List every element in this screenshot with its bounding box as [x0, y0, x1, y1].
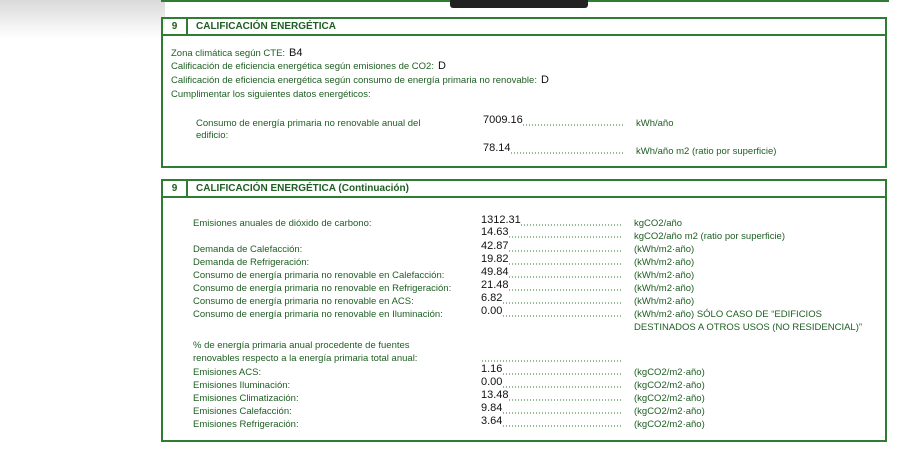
emision-unit: (kgCO2/m2·año)	[634, 367, 705, 378]
calificacion-consumo-value: D	[540, 74, 549, 86]
section-header	[163, 181, 885, 198]
section-header	[163, 19, 885, 36]
section-title: CALIFICACIÓN ENERGÉTICA	[196, 21, 336, 32]
row-value: 42.87	[481, 241, 621, 252]
renovable-value	[481, 351, 621, 362]
consumo-value: 7009.16	[483, 115, 623, 126]
section-calificacion-continuacion	[161, 179, 887, 442]
emision-unit: (kgCO2/m2·año)	[634, 406, 705, 417]
row-label: Consumo de energía primaria no renovable en ACS:	[193, 296, 414, 307]
calificacion-emisiones-line	[171, 61, 446, 72]
row-value: 6.82	[481, 293, 621, 304]
zona-climatica-line	[171, 48, 303, 59]
emision-unit: (kgCO2/m2·año)	[634, 419, 705, 430]
calificacion-emisiones-value: D	[437, 60, 446, 72]
renovable-label-line1: % de energía primaria anual procedente de fuentes	[193, 340, 410, 351]
row-value: 0.00	[481, 306, 621, 317]
instructions-line	[171, 89, 371, 100]
emision-label: Emisiones Climatización:	[193, 393, 299, 404]
top-fade	[0, 0, 165, 40]
emision-value: 9.84	[481, 403, 621, 414]
row-unit-continuation: DESTINADOS A OTROS USOS (NO RESIDENCIAL)”	[634, 322, 863, 333]
row-unit: kgCO2/año m2 (ratio por superficie)	[634, 231, 786, 242]
section-title: CALIFICACIÓN ENERGÉTICA (Continuación)	[196, 183, 409, 194]
emision-label: Emisiones Iluminación:	[193, 380, 291, 391]
row-label: Emisiones anuales de dióxido de carbono:	[193, 218, 372, 229]
emision-value: 1.16	[481, 364, 621, 375]
row-unit: (kWh/m2·año)	[634, 270, 695, 281]
zona-climatica-value: B4	[289, 47, 303, 59]
row-unit: kgCO2/año	[634, 218, 683, 229]
section-number: 9	[163, 181, 188, 196]
row-unit: (kWh/m2·año)	[634, 296, 695, 307]
row-unit: (kWh/m2·año)	[634, 283, 695, 294]
row-label: Consumo de energía primaria no renovable en Calefacción:	[193, 270, 445, 281]
row-value: 19.82	[481, 254, 621, 265]
emision-unit: (kgCO2/m2·año)	[634, 380, 705, 391]
instructions-label: Cumplimentar los siguientes datos energéticos:	[171, 89, 371, 100]
scroll-tab	[450, 0, 588, 8]
emision-label: Emisiones ACS:	[193, 367, 262, 378]
renovable-label-line2: renovables respecto a la energía primaria total anual:	[193, 353, 418, 364]
consumo-label-line2: edificio:	[196, 130, 229, 141]
calificacion-consumo-label: Calificación de eficiencia energética según consumo de energía primaria no renovable:	[171, 75, 537, 86]
section-number: 9	[163, 19, 188, 34]
emision-value: 13.48	[481, 390, 621, 401]
row-value: 14.63	[481, 227, 621, 238]
row-label: Consumo de energía primaria no renovable en Refrigeración:	[193, 283, 452, 294]
section-calificacion	[161, 17, 887, 168]
calificacion-consumo-line	[171, 75, 549, 86]
calificacion-emisiones-label: Calificación de eficiencia energética según emisiones de CO2:	[171, 61, 434, 72]
emision-label: Emisiones Refrigeración:	[193, 419, 299, 430]
row-label: Demanda de Calefacción:	[193, 244, 303, 255]
row-label: Consumo de energía primaria no renovable en Iluminación:	[193, 309, 443, 320]
zona-climatica-label: Zona climática según CTE:	[171, 48, 286, 59]
emision-value: 0.00	[481, 377, 621, 388]
emision-value: 3.64	[481, 416, 621, 427]
row-value: 1312.31	[481, 215, 621, 226]
emision-unit: (kgCO2/m2·año)	[634, 393, 705, 404]
ratio-value: 78.14	[483, 143, 623, 154]
row-unit: (kWh/m2·año)	[634, 244, 695, 255]
row-value: 21.48	[481, 280, 621, 291]
row-unit: (kWh/m2·año)	[634, 257, 695, 268]
row-value: 49.84	[481, 267, 621, 278]
consumo-label-line1: Consumo de energía primaria no renovable anual del	[196, 118, 421, 129]
row-unit: (kWh/m2·año) SÓLO CASO DE “EDIFICIOS	[634, 309, 822, 320]
row-label: Demanda de Refrigeración:	[193, 257, 310, 268]
ratio-unit: kWh/año m2 (ratio por superficie)	[636, 146, 777, 157]
consumo-unit: kWh/año	[636, 118, 674, 129]
emision-label: Emisiones Calefacción:	[193, 406, 292, 417]
